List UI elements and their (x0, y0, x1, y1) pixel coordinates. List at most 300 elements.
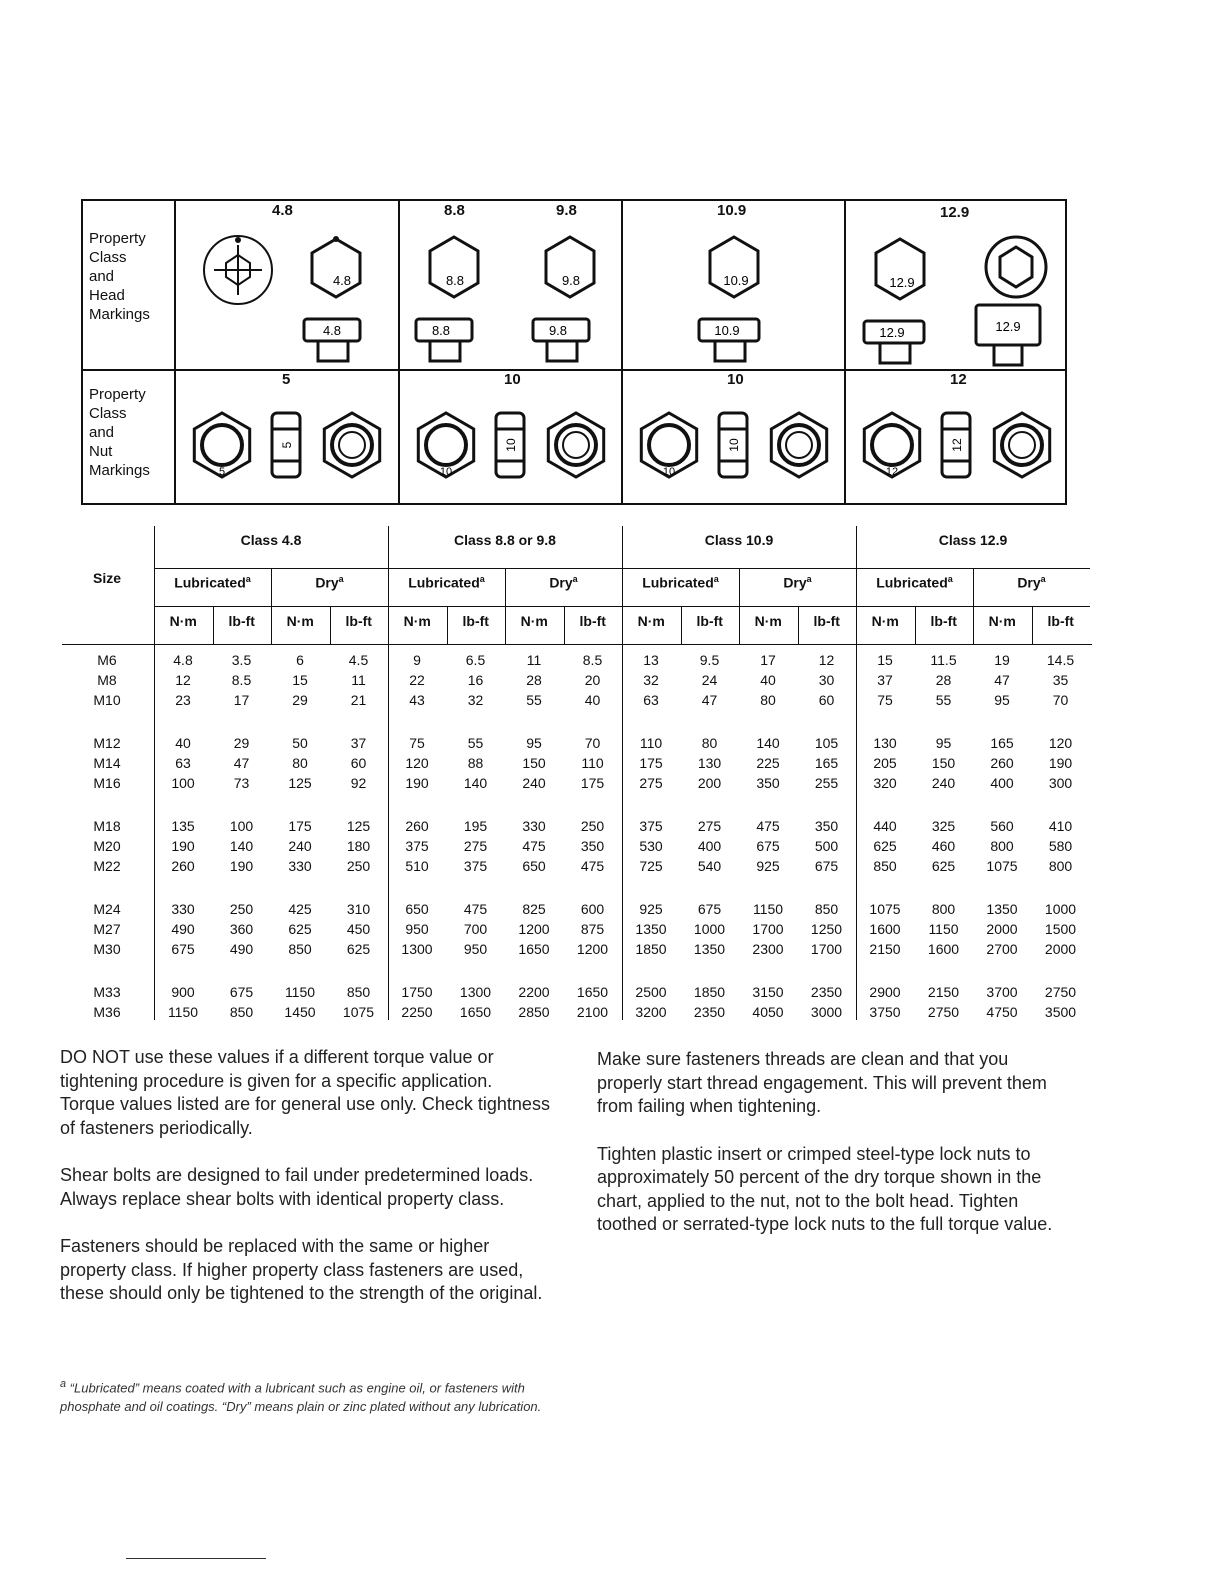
torque-value: 400 (990, 775, 1014, 791)
torque-value: 150 (931, 755, 956, 771)
torque-value: 11 (351, 672, 366, 688)
torque-value: 1700 (752, 921, 784, 937)
unit-divider (447, 606, 448, 644)
torque-value: 6.5 (465, 652, 486, 668)
torque-value: 47 (701, 692, 718, 708)
torque-value: 2100 (576, 1004, 609, 1020)
torque-value: 3700 (986, 984, 1018, 1000)
svg-text:8.8: 8.8 (445, 273, 465, 288)
torque-value: 130 (873, 735, 897, 751)
nut-cell-5 (174, 369, 398, 503)
nut-diagram-icon (846, 369, 1069, 501)
torque-value: 88 (467, 755, 484, 771)
torque-value: 475 (522, 838, 546, 854)
size-label: M12 (93, 735, 121, 751)
torque-value: 1350 (986, 901, 1018, 917)
sub-divider (973, 568, 974, 606)
svg-text:12.9: 12.9 (879, 325, 905, 340)
torque-value: 32 (467, 692, 484, 708)
bolt-mark-text: 4.8 (332, 273, 352, 288)
torque-value: 70 (1052, 692, 1069, 708)
torque-value: 6 (296, 652, 304, 668)
bolt-head-diagram-icon (623, 201, 846, 367)
torque-value: 800 (931, 901, 956, 917)
torque-value: 1000 (693, 921, 726, 937)
torque-value: 275 (639, 775, 663, 791)
torque-value: 2250 (401, 1004, 433, 1020)
torque-value: 2150 (927, 984, 960, 1000)
unit-header: lb-ft (462, 613, 489, 629)
torque-value: 350 (756, 775, 780, 791)
torque-value: 30 (818, 672, 835, 688)
torque-value: 37 (877, 672, 893, 688)
size-label: M36 (93, 1004, 121, 1020)
condition-header: Dry$^a$ (783, 574, 812, 591)
torque-value: 2300 (752, 941, 784, 957)
bolt-head-diagram-icon (846, 201, 1069, 367)
size-label: M33 (93, 984, 121, 1000)
torque-value: 800 (990, 838, 1014, 854)
nut-markings-label (89, 385, 173, 480)
size-label: M22 (93, 858, 121, 874)
torque-value: 675 (697, 901, 722, 917)
svg-text:12.9: 12.9 (995, 319, 1021, 334)
class-divider (388, 526, 389, 1020)
unit-divider (915, 606, 916, 644)
torque-value: 2200 (518, 984, 550, 1000)
torque-value: 850 (229, 1004, 254, 1020)
torque-value: 925 (756, 858, 780, 874)
torque-value: 9 (413, 652, 421, 668)
torque-value: 23 (175, 692, 191, 708)
torque-table (62, 524, 1092, 1024)
unit-header: lb-ft (930, 613, 957, 629)
svg-text:12: 12 (950, 438, 964, 452)
torque-value: 400 (697, 838, 722, 854)
label-line: Property (89, 230, 146, 247)
torque-value: 8.5 (582, 652, 603, 668)
unit-header: N·m (637, 613, 665, 629)
label-line: Markings (89, 462, 150, 479)
svg-text:10: 10 (662, 466, 676, 478)
torque-value: 135 (171, 818, 195, 834)
label-line: and (89, 424, 115, 441)
torque-value: 240 (931, 775, 956, 791)
unit-header: N·m (286, 613, 314, 629)
torque-value: 17 (233, 692, 250, 708)
torque-value: 275 (697, 818, 722, 834)
torque-value: 13 (643, 652, 659, 668)
label-line: Nut (89, 443, 113, 460)
torque-value: 105 (814, 735, 839, 751)
torque-value: 825 (522, 901, 546, 917)
torque-value: 2000 (986, 921, 1018, 937)
label-line: Markings (89, 306, 150, 323)
torque-value: 47 (233, 755, 250, 771)
torque-value: 675 (171, 941, 195, 957)
torque-value: 1650 (459, 1004, 492, 1020)
torque-value: 625 (288, 921, 312, 937)
torque-value: 140 (229, 838, 254, 854)
torque-value: 360 (229, 921, 254, 937)
torque-value: 850 (346, 984, 371, 1000)
torque-value: 440 (873, 818, 897, 834)
head-cell-8-8-9-8 (398, 201, 621, 369)
class-title: 10 (727, 371, 744, 388)
bolt-head-diagram-icon (400, 201, 623, 367)
torque-value: 80 (292, 755, 308, 771)
head-cell-12-9 (844, 201, 1067, 369)
torque-value: 2350 (693, 1004, 726, 1020)
torque-value: 350 (580, 838, 605, 854)
note-paragraph: DO NOT use these values if a different torque value or tightening procedure is given for a specific application. Torque values listed are for general use only. Check tightness of fasteners periodically. (60, 1047, 550, 1138)
svg-text:10: 10 (727, 438, 741, 452)
torque-value: 425 (288, 901, 312, 917)
class-title: 12.9 (940, 204, 970, 221)
nut-cell-12 (844, 369, 1067, 503)
torque-value: 1700 (810, 941, 843, 957)
torque-value: 120 (405, 755, 429, 771)
torque-value: 625 (873, 838, 897, 854)
head-markings-label (89, 229, 173, 324)
torque-value: 21 (350, 692, 367, 708)
torque-value: 850 (814, 901, 839, 917)
torque-value: 850 (873, 858, 897, 874)
unit-divider (798, 606, 799, 644)
unit-divider (271, 606, 272, 644)
head-cell-4-8 (174, 201, 398, 369)
torque-value: 95 (994, 692, 1010, 708)
nut-markings-row (83, 369, 1065, 503)
torque-value: 675 (756, 838, 780, 854)
svg-text:9.8: 9.8 (548, 323, 568, 338)
torque-value: 175 (639, 755, 663, 771)
size-label: M10 (93, 692, 121, 708)
svg-text:8.8: 8.8 (431, 323, 451, 338)
torque-value: 75 (877, 692, 893, 708)
torque-value: 130 (697, 755, 722, 771)
torque-value: 12 (818, 652, 835, 668)
torque-value: 3.5 (231, 652, 252, 668)
torque-value: 75 (409, 735, 425, 751)
torque-value: 260 (405, 818, 429, 834)
class-title: 8.8 (444, 202, 465, 219)
torque-value: 310 (346, 901, 371, 917)
size-label: M24 (93, 901, 121, 917)
torque-value: 14.5 (1046, 652, 1075, 668)
sub-divider (505, 568, 506, 606)
torque-value: 1200 (576, 941, 609, 957)
torque-value: 580 (1048, 838, 1073, 854)
torque-value: 1650 (576, 984, 609, 1000)
torque-value: 450 (346, 921, 371, 937)
torque-value: 63 (643, 692, 659, 708)
torque-value: 100 (171, 775, 195, 791)
torque-value: 1200 (518, 921, 550, 937)
unit-header: lb-ft (813, 613, 840, 629)
torque-value: 95 (935, 735, 952, 751)
size-label: M14 (93, 755, 121, 771)
torque-value: 150 (522, 755, 546, 771)
torque-value: 190 (405, 775, 429, 791)
torque-value: 490 (171, 921, 195, 937)
torque-value: 175 (580, 775, 605, 791)
torque-value: 43 (409, 692, 425, 708)
class-title: 10 (504, 371, 521, 388)
header-rule (62, 644, 1092, 645)
class-header: Class 12.9 (938, 532, 1008, 548)
torque-value: 330 (171, 901, 195, 917)
torque-value: 80 (701, 735, 718, 751)
torque-value: 225 (756, 755, 780, 771)
torque-value: 950 (463, 941, 488, 957)
torque-value: 2900 (869, 984, 901, 1000)
torque-value: 1150 (928, 921, 959, 937)
nut-diagram-icon (400, 369, 623, 501)
note-paragraph: Make sure fasteners threads are clean and that you properly start thread engagement. This will prevent them from failing when tightening. (597, 1049, 1047, 1116)
torque-value: 255 (814, 775, 839, 791)
class-header: Class 8.8 or 9.8 (454, 532, 556, 548)
condition-header: Lubricated$^a$ (642, 574, 719, 591)
torque-value: 250 (580, 818, 605, 834)
torque-value: 1650 (518, 941, 550, 957)
torque-value: 12 (175, 672, 191, 688)
page-rule (126, 1558, 266, 1559)
size-label: M6 (97, 652, 117, 668)
size-label: M16 (93, 775, 121, 791)
unit-header: lb-ft (696, 613, 723, 629)
torque-value: 205 (873, 755, 897, 771)
torque-value: 1850 (693, 984, 726, 1000)
torque-value: 110 (581, 755, 604, 771)
torque-value: 325 (931, 818, 956, 834)
size-label: M18 (93, 818, 121, 834)
torque-value: 2750 (927, 1004, 960, 1020)
torque-value: 95 (526, 735, 542, 751)
condition-header: Dry$^a$ (315, 574, 344, 591)
torque-value: 16 (467, 672, 484, 688)
torque-value: 195 (463, 818, 488, 834)
torque-value: 240 (288, 838, 312, 854)
torque-value: 250 (346, 858, 371, 874)
torque-value: 625 (346, 941, 371, 957)
torque-value: 3500 (1044, 1004, 1077, 1020)
torque-value: 875 (580, 921, 605, 937)
torque-value: 250 (229, 901, 254, 917)
head-cell-10-9 (621, 201, 844, 369)
nut-cell-10b (621, 369, 844, 503)
condition-header: Lubricated$^a$ (174, 574, 251, 591)
torque-value: 850 (288, 941, 312, 957)
torque-value: 125 (288, 775, 312, 791)
svg-text:10: 10 (439, 466, 453, 478)
unit-divider (1032, 606, 1033, 644)
svg-text:5: 5 (218, 466, 226, 478)
class-divider (622, 526, 623, 1020)
torque-value: 100 (229, 818, 254, 834)
torque-value: 925 (639, 901, 663, 917)
svg-text:9.8: 9.8 (561, 273, 581, 288)
torque-value: 165 (990, 735, 1014, 751)
torque-value: 1450 (284, 1004, 316, 1020)
torque-value: 260 (990, 755, 1014, 771)
label-line: Property (89, 386, 146, 403)
torque-value: 275 (463, 838, 488, 854)
nut-cell-10 (398, 369, 621, 503)
torque-value: 70 (584, 735, 601, 751)
torque-value: 55 (526, 692, 542, 708)
torque-value: 180 (346, 838, 371, 854)
torque-value: 330 (288, 858, 312, 874)
torque-value: 1075 (869, 901, 901, 917)
torque-value: 330 (522, 818, 546, 834)
torque-value: 200 (697, 775, 722, 791)
torque-value: 1250 (810, 921, 843, 937)
svg-text:12.9: 12.9 (889, 275, 915, 290)
unit-header: N·m (754, 613, 782, 629)
torque-value: 475 (756, 818, 780, 834)
class-title: 9.8 (556, 202, 577, 219)
class-title: 12 (950, 371, 967, 388)
torque-value: 20 (584, 672, 601, 688)
torque-value: 4050 (752, 1004, 784, 1020)
head-markings-row (83, 201, 1065, 371)
torque-value: 3200 (635, 1004, 667, 1020)
torque-value: 1750 (401, 984, 433, 1000)
torque-value: 475 (580, 858, 605, 874)
unit-header: lb-ft (345, 613, 372, 629)
torque-value: 675 (814, 858, 839, 874)
torque-value: 28 (935, 672, 952, 688)
torque-value: 11 (526, 652, 542, 668)
torque-value: 17 (760, 652, 776, 668)
torque-value: 1150 (752, 901, 784, 917)
condition-header: Dry$^a$ (1017, 574, 1046, 591)
torque-value: 4750 (986, 1004, 1018, 1020)
torque-value: 460 (931, 838, 956, 854)
footnote (60, 1375, 560, 1416)
torque-value: 375 (405, 838, 429, 854)
unit-divider (973, 606, 974, 644)
unit-header: N·m (520, 613, 548, 629)
size-label: M20 (93, 838, 121, 854)
torque-value: 11.5 (930, 652, 957, 668)
unit-divider (330, 606, 331, 644)
torque-value: 165 (814, 755, 839, 771)
sub-divider (739, 568, 740, 606)
class-header: Class 10.9 (704, 532, 774, 548)
label-line: and (89, 268, 115, 285)
unit-header: lb-ft (228, 613, 255, 629)
class-divider (154, 526, 155, 1020)
torque-value: 24 (701, 672, 718, 688)
torque-value: 19 (994, 652, 1010, 668)
torque-value: 2750 (1044, 984, 1077, 1000)
torque-value: 55 (467, 735, 484, 751)
svg-text:10.9: 10.9 (714, 323, 740, 338)
unit-header: lb-ft (579, 613, 606, 629)
class-title: 4.8 (272, 202, 293, 219)
torque-value: 1850 (635, 941, 667, 957)
unit-divider (505, 606, 506, 644)
torque-value: 2500 (635, 984, 667, 1000)
torque-value: 1350 (693, 941, 726, 957)
torque-value: 725 (639, 858, 663, 874)
unit-header: lb-ft (1047, 613, 1074, 629)
condition-header: Dry$^a$ (549, 574, 578, 591)
torque-value: 410 (1048, 818, 1073, 834)
torque-value: 40 (175, 735, 191, 751)
torque-value: 1150 (284, 984, 316, 1000)
footnote-text: “Lubricated” means coated with a lubricant such as engine oil, or fasteners with phosphate and oil coatings. “Dry” means plain or zinc plated without any lubrication. (60, 1380, 542, 1415)
torque-value: 60 (818, 692, 835, 708)
torque-value: 190 (1048, 755, 1073, 771)
unit-divider (681, 606, 682, 644)
svg-text:12: 12 (885, 466, 899, 478)
torque-value: 190 (229, 858, 254, 874)
torque-value: 125 (346, 818, 371, 834)
torque-value: 540 (697, 858, 722, 874)
torque-value: 4.5 (348, 652, 369, 668)
notes-left (60, 1046, 550, 1330)
torque-value: 3000 (810, 1004, 843, 1020)
torque-value: 900 (171, 984, 195, 1000)
label-line: Class (89, 249, 127, 266)
torque-value: 650 (522, 858, 546, 874)
torque-value: 700 (463, 921, 488, 937)
torque-value: 120 (1048, 735, 1073, 751)
notes-right (597, 1048, 1077, 1261)
torque-value: 73 (233, 775, 250, 791)
torque-value: 2700 (986, 941, 1018, 957)
note-paragraph: Shear bolts are designed to fail under predetermined loads. Always replace shear bolts with identical property class. (60, 1165, 534, 1209)
size-header: Size (92, 570, 121, 586)
torque-value: 60 (350, 755, 367, 771)
unit-divider (213, 606, 214, 644)
torque-value: 1350 (635, 921, 667, 937)
torque-value: 190 (171, 838, 195, 854)
unit-header: N·m (871, 613, 899, 629)
torque-value: 375 (463, 858, 488, 874)
nut-diagram-icon (623, 369, 846, 501)
torque-value: 9.5 (699, 652, 720, 668)
torque-value: 2150 (869, 941, 901, 957)
torque-value: 1075 (342, 1004, 375, 1020)
torque-value: 1500 (1044, 921, 1077, 937)
label-line: Class (89, 405, 127, 422)
torque-value: 510 (405, 858, 429, 874)
torque-value: 1600 (869, 921, 901, 937)
note-paragraph: Tighten plastic insert or crimped steel-type lock nuts to approximately 50 percent of the dry torque shown in the chart, applied to the nut, not to the bolt head. Tighten toothed or serrated-type lock nuts to the full torque value. (597, 1143, 1053, 1234)
torque-value: 375 (639, 818, 663, 834)
torque-value: 50 (292, 735, 308, 751)
torque-value: 260 (171, 858, 195, 874)
torque-value: 1300 (459, 984, 492, 1000)
torque-value: 29 (292, 692, 308, 708)
markings-box (81, 199, 1067, 505)
unit-header: N·m (169, 613, 197, 629)
torque-value: 63 (175, 755, 191, 771)
torque-value: 490 (229, 941, 254, 957)
torque-value: 40 (760, 672, 776, 688)
sub-divider (271, 568, 272, 606)
torque-value: 2350 (810, 984, 843, 1000)
torque-value: 800 (1048, 858, 1073, 874)
unit-header: N·m (403, 613, 431, 629)
torque-value: 3750 (869, 1004, 901, 1020)
torque-value: 3150 (752, 984, 784, 1000)
torque-value: 560 (990, 818, 1014, 834)
